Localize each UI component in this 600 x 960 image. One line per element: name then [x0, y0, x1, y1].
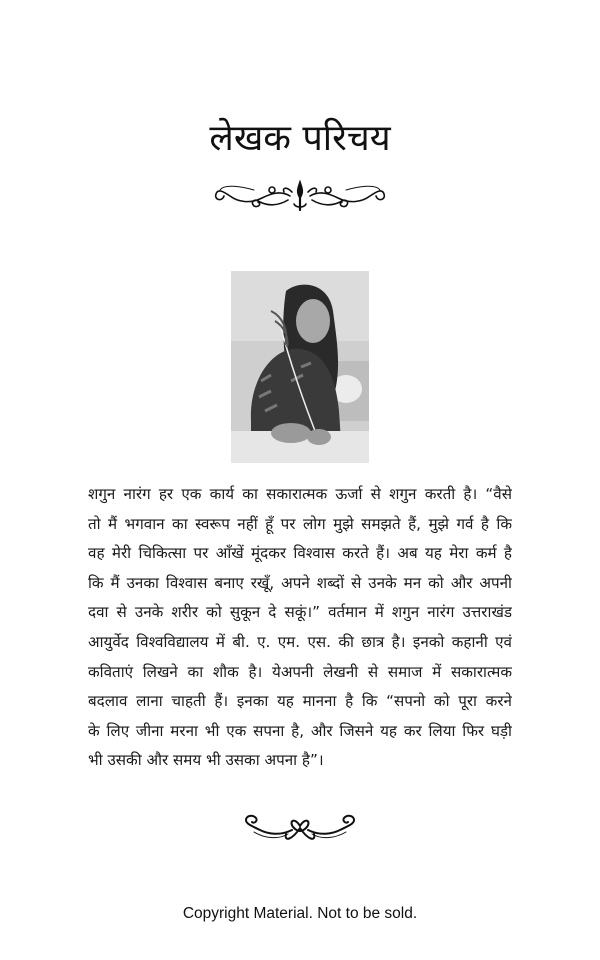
bio-line: के लिए जीना मरना भी एक सपना है, और जिसने यह कर लिया फिर घड़ी [88, 721, 512, 740]
ornament-flourish-bottom-icon [240, 812, 360, 848]
bio-line: दवा से उनके शरीर को सुकून दे सकूं।” वर्तमान में शगुन नारंग उत्तराखंड [88, 603, 512, 622]
author-bio-paragraph [88, 480, 512, 776]
page-title: लेखक परिचय [209, 118, 391, 159]
bio-line: भी उसकी और समय भी उसका अपना है”। [88, 751, 324, 770]
bio-line: बदलाव लाना चाहती हैं। इनका यह मानना है कि “सपनो को पूरा करने [88, 692, 512, 711]
ornament-flourish-top-icon [210, 176, 390, 216]
bio-line: आयुर्वेद विश्वविद्यालय में बी. ए. एम. एस. की छात्र है। इनको कहानी एवं [88, 632, 512, 651]
copyright-notice: Copyright Material. Not to be sold. [182, 905, 418, 922]
bio-line: तो मैं भगवान का स्वरूप नहीं हूँ पर लोग मुझे समझते हैं, मुझे गर्व है कि [88, 514, 512, 533]
bio-line: कविताएं लिखने का शौक है। येअपनी लेखनी से समाज में सकारात्मक [88, 662, 512, 681]
bio-line: कि मैं उनका विश्वास बनाए रखूँ, अपने शब्दों से उनके मन को और अपनी [88, 573, 512, 592]
bio-line: वह मेरी चिकित्सा पर आँखें मूंदकर विश्वास करते हैं। अब यह मेरा कर्म है [88, 544, 512, 563]
bio-line: शगुन नारंग हर एक कार्य का सकारात्मक ऊर्जा से शगुन करती है। “वैसे [88, 485, 512, 503]
author-photo [231, 271, 369, 463]
